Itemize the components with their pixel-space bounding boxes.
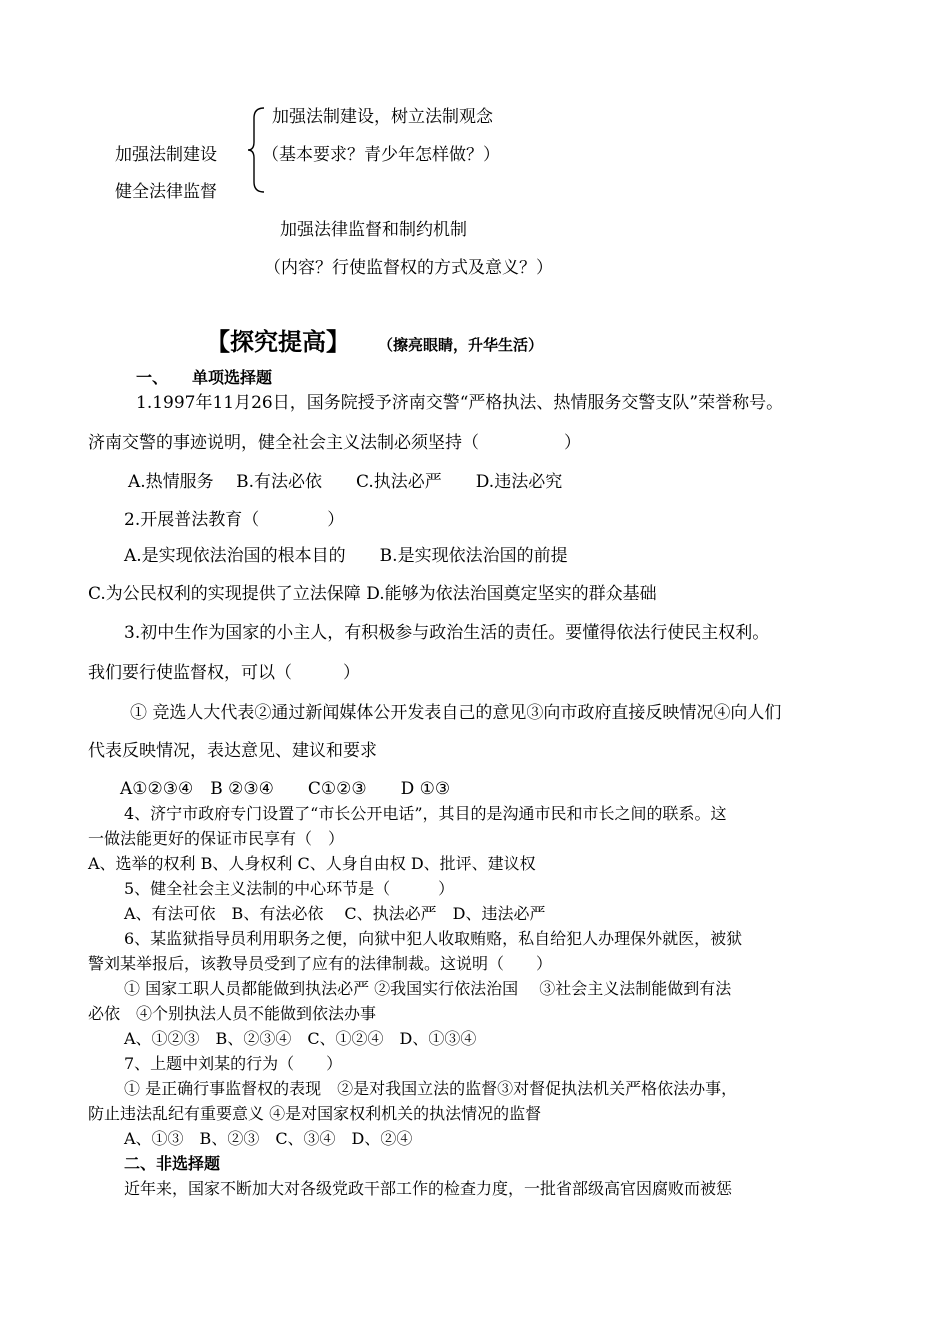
q5-line-1: 5、健全社会主义法制的中心环节是（ ） xyxy=(124,879,455,898)
q1-line-1: 1.1997年11月26日，国务院授予济南交警“严格执法、热情服务交警支队”荣誉称号。 xyxy=(136,393,784,413)
mindmap-branch-2: 加强法律监督和制约机制 xyxy=(280,220,467,240)
mindmap-root-2: 健全法律监督 xyxy=(115,182,217,202)
q3-options: A①②③④ B ②③④ C①②③ D ①③ xyxy=(120,779,451,799)
q7-options: A、①③ B、②③ C、③④ D、②④ xyxy=(124,1129,413,1148)
mindmap-branch-1-note: （基本要求？青少年怎样做？） xyxy=(262,145,500,165)
section-title: 【探究提高】 xyxy=(206,328,350,356)
q3-line-2: 我们要行使监督权，可以（ ） xyxy=(88,663,360,683)
q4-options: A、选举的权利 B、人身权利 C、人身自由权 D、批评、建议权 xyxy=(88,854,536,873)
q4-line-1: 4、济宁市政府专门设置了“市长公开电话”，其目的是沟通市民和市长之间的联系。这 xyxy=(124,804,727,823)
section-subtitle: （擦亮眼睛，升华生活） xyxy=(378,336,544,354)
mindmap-branch-2-note: （内容？行使监督权的方式及意义？） xyxy=(264,258,553,278)
mindmap-branch-1: 加强法制建设，树立法制观念 xyxy=(272,107,493,127)
q3-line-3: ① 竞选人大代表②通过新闻媒体公开发表自己的意见③向市政府直接反映情况④向人们 xyxy=(130,703,782,723)
curly-brace-icon xyxy=(246,106,268,194)
part2-line-1: 近年来，国家不断加大对各级党政干部工作的检查力度，一批省部级高官因腐败而被惩 xyxy=(124,1179,733,1198)
q7-line-2: ① 是正确行事监督权的表现 ②是对我国立法的监督③对督促执法机关严格依法办事， xyxy=(124,1079,738,1098)
q2-option-ab: A.是实现依法治国的根本目的 B.是实现依法治国的前提 xyxy=(124,546,568,566)
q3-line-4: 代表反映情况，表达意见、建议和要求 xyxy=(88,741,377,761)
q3-line-1: 3.初中生作为国家的小主人，有积极参与政治生活的责任。要懂得依法行使民主权利。 xyxy=(124,623,770,643)
part1-heading-number: 一、 xyxy=(136,368,169,387)
q6-options: A、①②③ B、②③④ C、①②④ D、①③④ xyxy=(124,1029,477,1048)
q5-options: A、有法可依 B、有法必依 C、执法必严 D、违法必严 xyxy=(124,904,546,923)
q6-line-2: 警刘某举报后，该教导员受到了应有的法律制裁。这说明（ ） xyxy=(88,954,553,973)
q2-option-cd: C.为公民权利的实现提供了立法保障 D.能够为依法治国奠定坚实的群众基础 xyxy=(88,584,657,604)
q7-line-1: 7、上题中刘某的行为（ ） xyxy=(124,1054,343,1073)
q1-line-2: 济南交警的事迹说明，健全社会主义法制必须坚持（ ） xyxy=(88,433,581,453)
part1-heading: 单项选择题 xyxy=(192,368,273,387)
part2-heading: 二、非选择题 xyxy=(124,1154,221,1173)
q4-line-2: 一做法能更好的保证市民享有（ ） xyxy=(88,829,345,848)
mindmap-root-1: 加强法制建设 xyxy=(115,145,217,165)
q1-options: A.热情服务 B.有法必依 C.执法必严 D.违法必究 xyxy=(128,472,563,492)
q6-line-1: 6、某监狱指导员利用职务之便，向狱中犯人收取贿赂，私自给犯人办理保外就医，被狱 xyxy=(124,929,743,948)
q6-line-4: 必依 ④个别执法人员不能做到依法办事 xyxy=(88,1004,377,1023)
q6-line-3: ① 国家工职人员都能做到执法必严 ②我国实行依法治国 ③社会主义法制能做到有法 xyxy=(124,979,732,998)
q7-line-3: 防止违法乱纪有重要意义 ④是对国家权利机关的执法情况的监督 xyxy=(88,1104,542,1123)
q2-line-1: 2.开展普法教育（ ） xyxy=(124,510,345,530)
